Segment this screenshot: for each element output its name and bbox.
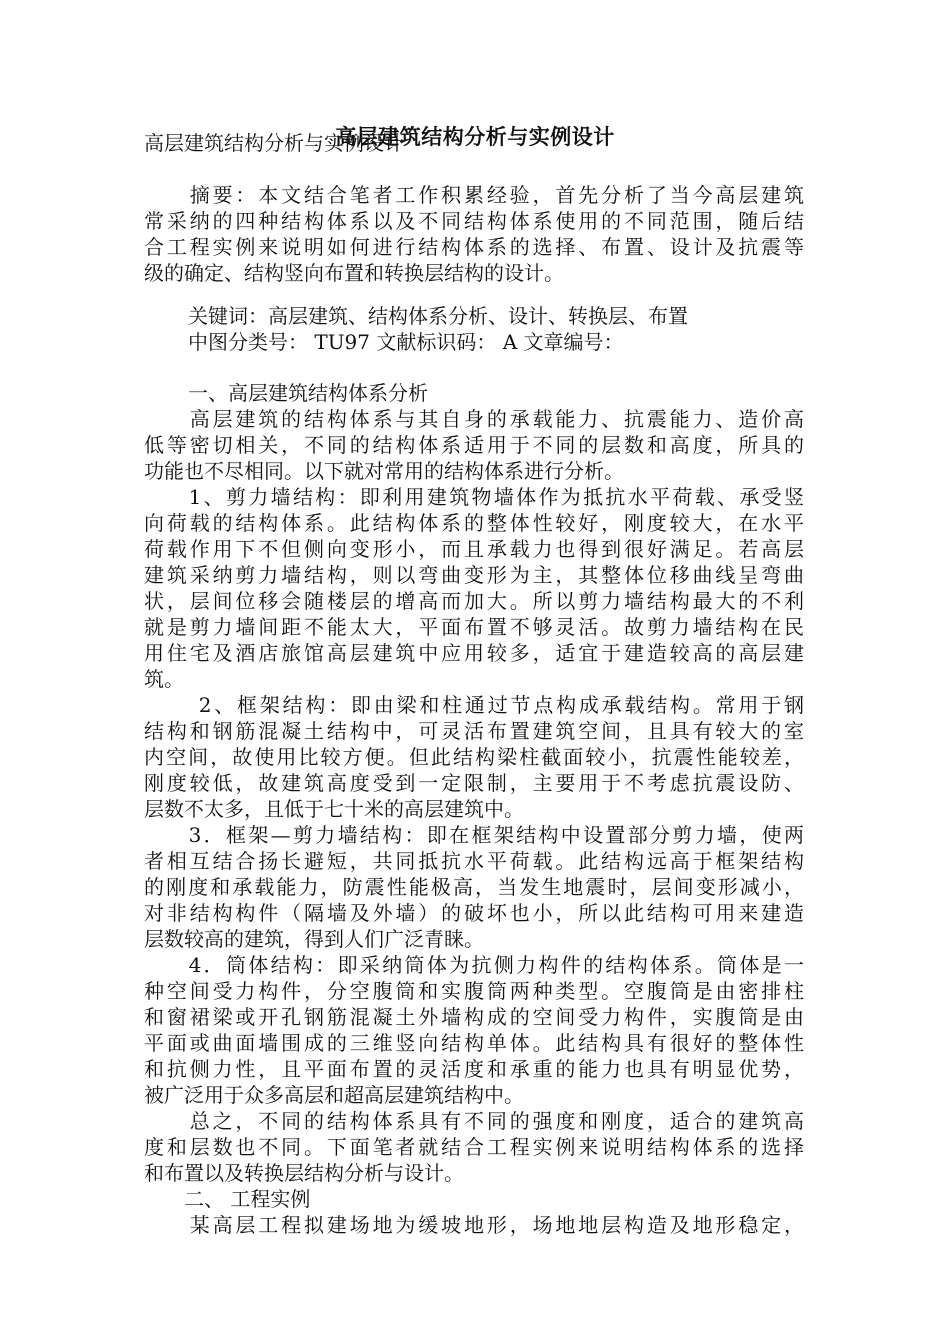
text-line: 内空间，故使用比较方便。但此结构梁柱截面较小，抗震性能较差， — [144, 745, 804, 769]
text-line: 级的确定、结构竖向布置和转换层结构的设计。 — [144, 261, 564, 285]
text-line: 某高层工程拟建场地为缓坡地形，场地地层构造及地形稳定， — [144, 1213, 804, 1237]
text-line: 就是剪力墙间距不能太大，平面布置不够灵活。故剪力墙结构在民 — [144, 615, 804, 639]
text-line: 高层建筑的结构体系与其自身的承载能力、抗震能力、造价高 — [144, 407, 804, 431]
text-line: 高层建筑结构分析与实例设计 — [144, 131, 404, 155]
text-line: 被广泛用于众多高层和超高层建筑结构中。 — [144, 1083, 524, 1107]
text-line: 向荷载的结构体系。此结构体系的整体性较好，刚度较大，在水平 — [144, 511, 804, 535]
text-line: 关键词：高层建筑、结构体系分析、设计、转换层、布置 — [188, 304, 688, 328]
text-line: 1、剪力墙结构：即利用建筑物墙体作为抵抗水平荷载、承受竖 — [144, 485, 804, 509]
text-line: 中图分类号： TU97 文献标识码： A 文章编号： — [188, 330, 624, 354]
text-line: 合工程实例来说明如何进行结构体系的选择、布置、设计及抗震等 — [144, 235, 804, 259]
text-line: 对非结构构件（隔墙及外墙）的破坏也小，所以此结构可用来建造 — [144, 901, 804, 925]
text-line: 荷载作用下不但侧向变形小，而且承载力也得到很好满足。若高层 — [144, 537, 804, 561]
document-title: 高层建筑结构分析与实例设计 — [335, 124, 615, 149]
text-line: 者相互结合扬长避短，共同抵抗水平荷载。此结构远高于框架结构 — [144, 849, 804, 873]
text-line: 摘要：本文结合笔者工作积累经验，首先分析了当今高层建筑 — [144, 183, 804, 207]
text-line: 和布置以及转换层结构分析与设计。 — [144, 1161, 464, 1185]
text-line: 层数较高的建筑，得到人们广泛青睐。 — [144, 927, 484, 951]
text-line: 筑。 — [144, 667, 184, 691]
text-line: 用住宅及酒店旅馆高层建筑中应用较多，适宜于建造较高的高层建 — [144, 641, 804, 665]
text-line: 建筑采纳剪力墙结构，则以弯曲变形为主，其整体位移曲线呈弯曲 — [144, 563, 804, 587]
text-line: 二、 工程实例 — [144, 1187, 311, 1211]
text-line: 度和层数也不同。下面笔者就结合工程实例来说明结构体系的选择 — [144, 1135, 804, 1159]
text-line: 功能也不尽相同。以下就对常用的结构体系进行分析。 — [144, 459, 624, 483]
text-line: 2、框架结构：即由梁和柱通过节点构成承载结构。常用于钢 — [144, 693, 804, 717]
text-line: 状，层间位移会随楼层的增高而加大。所以剪力墙结构最大的不利 — [144, 589, 804, 613]
text-line: 3．框架—剪力墙结构：即在框架结构中设置部分剪力墙，使两 — [144, 823, 804, 847]
text-line: 低等密切相关，不同的结构体系适用于不同的层数和高度，所具的 — [144, 433, 804, 457]
text-line: 和窗裙梁或开孔钢筋混凝土外墙构成的空间受力构件，实腹筒是由 — [144, 1005, 804, 1029]
text-line: 平面或曲面墙围成的三维竖向结构单体。此结构具有很好的整体性 — [144, 1031, 804, 1055]
text-line: 常采纳的四种结构体系以及不同结构体系使用的不同范围，随后结 — [144, 209, 804, 233]
text-line: 种空间受力构件，分空腹筒和实腹筒两种类型。空腹筒是由密排柱 — [144, 979, 804, 1003]
text-line: 和抗侧力性，且平面布置的灵活度和承重的能力也具有明显优势， — [144, 1057, 804, 1081]
text-line: 结构和钢筋混凝土结构中，可灵活布置建筑空间，且具有较大的室 — [144, 719, 804, 743]
text-line: 总之，不同的结构体系具有不同的强度和刚度，适合的建筑高 — [144, 1109, 804, 1133]
text-line: 4．筒体结构：即采纳筒体为抗侧力构件的结构体系。筒体是一 — [144, 953, 804, 977]
text-line: 的刚度和承载能力，防震性能极高，当发生地震时，层间变形减小， — [144, 875, 804, 899]
text-line: 一、高层建筑结构体系分析 — [188, 381, 428, 405]
text-line: 刚度较低，故建筑高度受到一定限制，主要用于不考虑抗震设防、 — [144, 771, 804, 795]
text-line: 层数不太多，且低于七十米的高层建筑中。 — [144, 797, 524, 821]
